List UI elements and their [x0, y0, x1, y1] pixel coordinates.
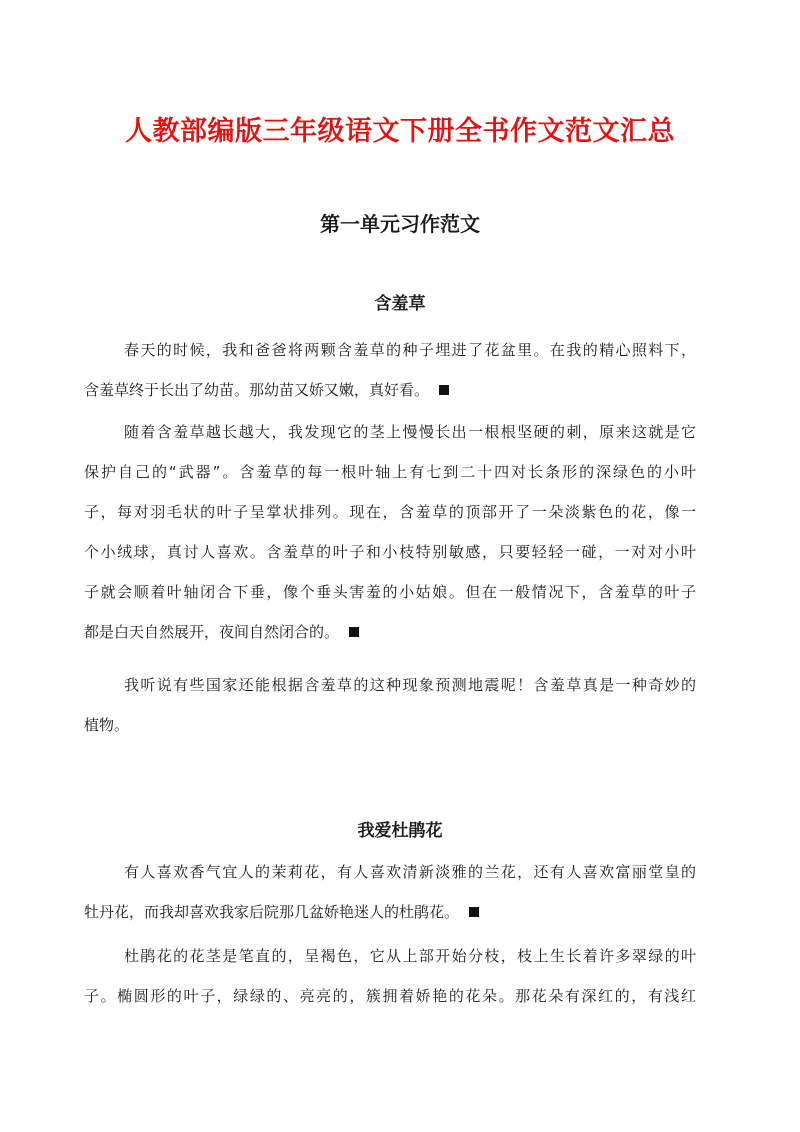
essay-title: 含羞草	[374, 294, 426, 314]
text-line: 我听说有些国家还能根据含羞草的这种现象预测地震呢！含羞草真是一种奇妙的	[124, 676, 696, 694]
text-line: 子就会顺着叶轴闭合下垂，像个垂头害羞的小姑娘。但在一般情况下，含羞草的叶子	[84, 583, 696, 601]
text-line	[84, 612, 696, 652]
text-line: 杜鹃花的花茎是笔直的，呈褐色，它从上部开始分枝，枝上生长着许多翠绿的叶	[124, 947, 696, 965]
text-line	[84, 892, 696, 932]
text-line-content: 牡丹花，而我却喜欢我家后院那几盆娇艳迷人的杜鹃花。	[84, 903, 460, 921]
unit-heading: 第一单元习作范文	[320, 212, 480, 236]
essay1-paragraph-3	[84, 665, 696, 745]
text-line-content: 含羞草终于长出了幼苗。那幼苗又娇又嫩，真好看。	[84, 381, 430, 399]
document-title: 人教部编版三年级语文下册全书作文范文汇总	[125, 116, 675, 147]
text-line: 植物。	[84, 716, 130, 734]
essay1-paragraph-1	[84, 330, 696, 410]
text-line: 个小绒球，真讨人喜欢。含羞草的叶子和小枝特别敏感，只要轻轻一碰，一对对小叶	[84, 543, 696, 561]
text-line-content: 都是白天自然展开，夜间自然闭合的。	[84, 623, 340, 641]
text-line: 春天的时候，我和爸爸将两颗含羞草的种子埋进了花盆里。在我的精心照料下，	[124, 341, 696, 359]
essay2-paragraph-2	[84, 936, 696, 1016]
text-line: 子。椭圆形的叶子，绿绿的、亮亮的，簇拥着娇艳的花朵。那花朵有深红的，有浅红	[84, 987, 696, 1005]
text-line: 子，每对羽毛状的叶子呈掌状排列。现在，含羞草的顶部开了一朵淡紫色的花，像一	[84, 503, 696, 521]
essay2-paragraph-1	[84, 852, 696, 932]
text-line: 有人喜欢香气宜人的茉莉花，有人喜欢清新淡雅的兰花，还有人喜欢富丽堂皇的	[124, 863, 696, 881]
essay1-paragraph-2	[84, 412, 696, 652]
text-line: 随着含羞草越长越大，我发现它的茎上慢慢长出一根根坚硬的刺，原来这就是它	[124, 423, 696, 441]
essay-title: 我爱杜鹃花	[357, 821, 443, 841]
square-mark-icon	[439, 385, 449, 395]
text-line	[84, 370, 696, 410]
square-mark-icon	[349, 627, 359, 637]
square-mark-icon	[469, 907, 479, 917]
text-line: 保护自己的“武器”。含羞草的每一根叶轴上有七到二十四对长条形的深绿色的小叶	[84, 463, 696, 481]
